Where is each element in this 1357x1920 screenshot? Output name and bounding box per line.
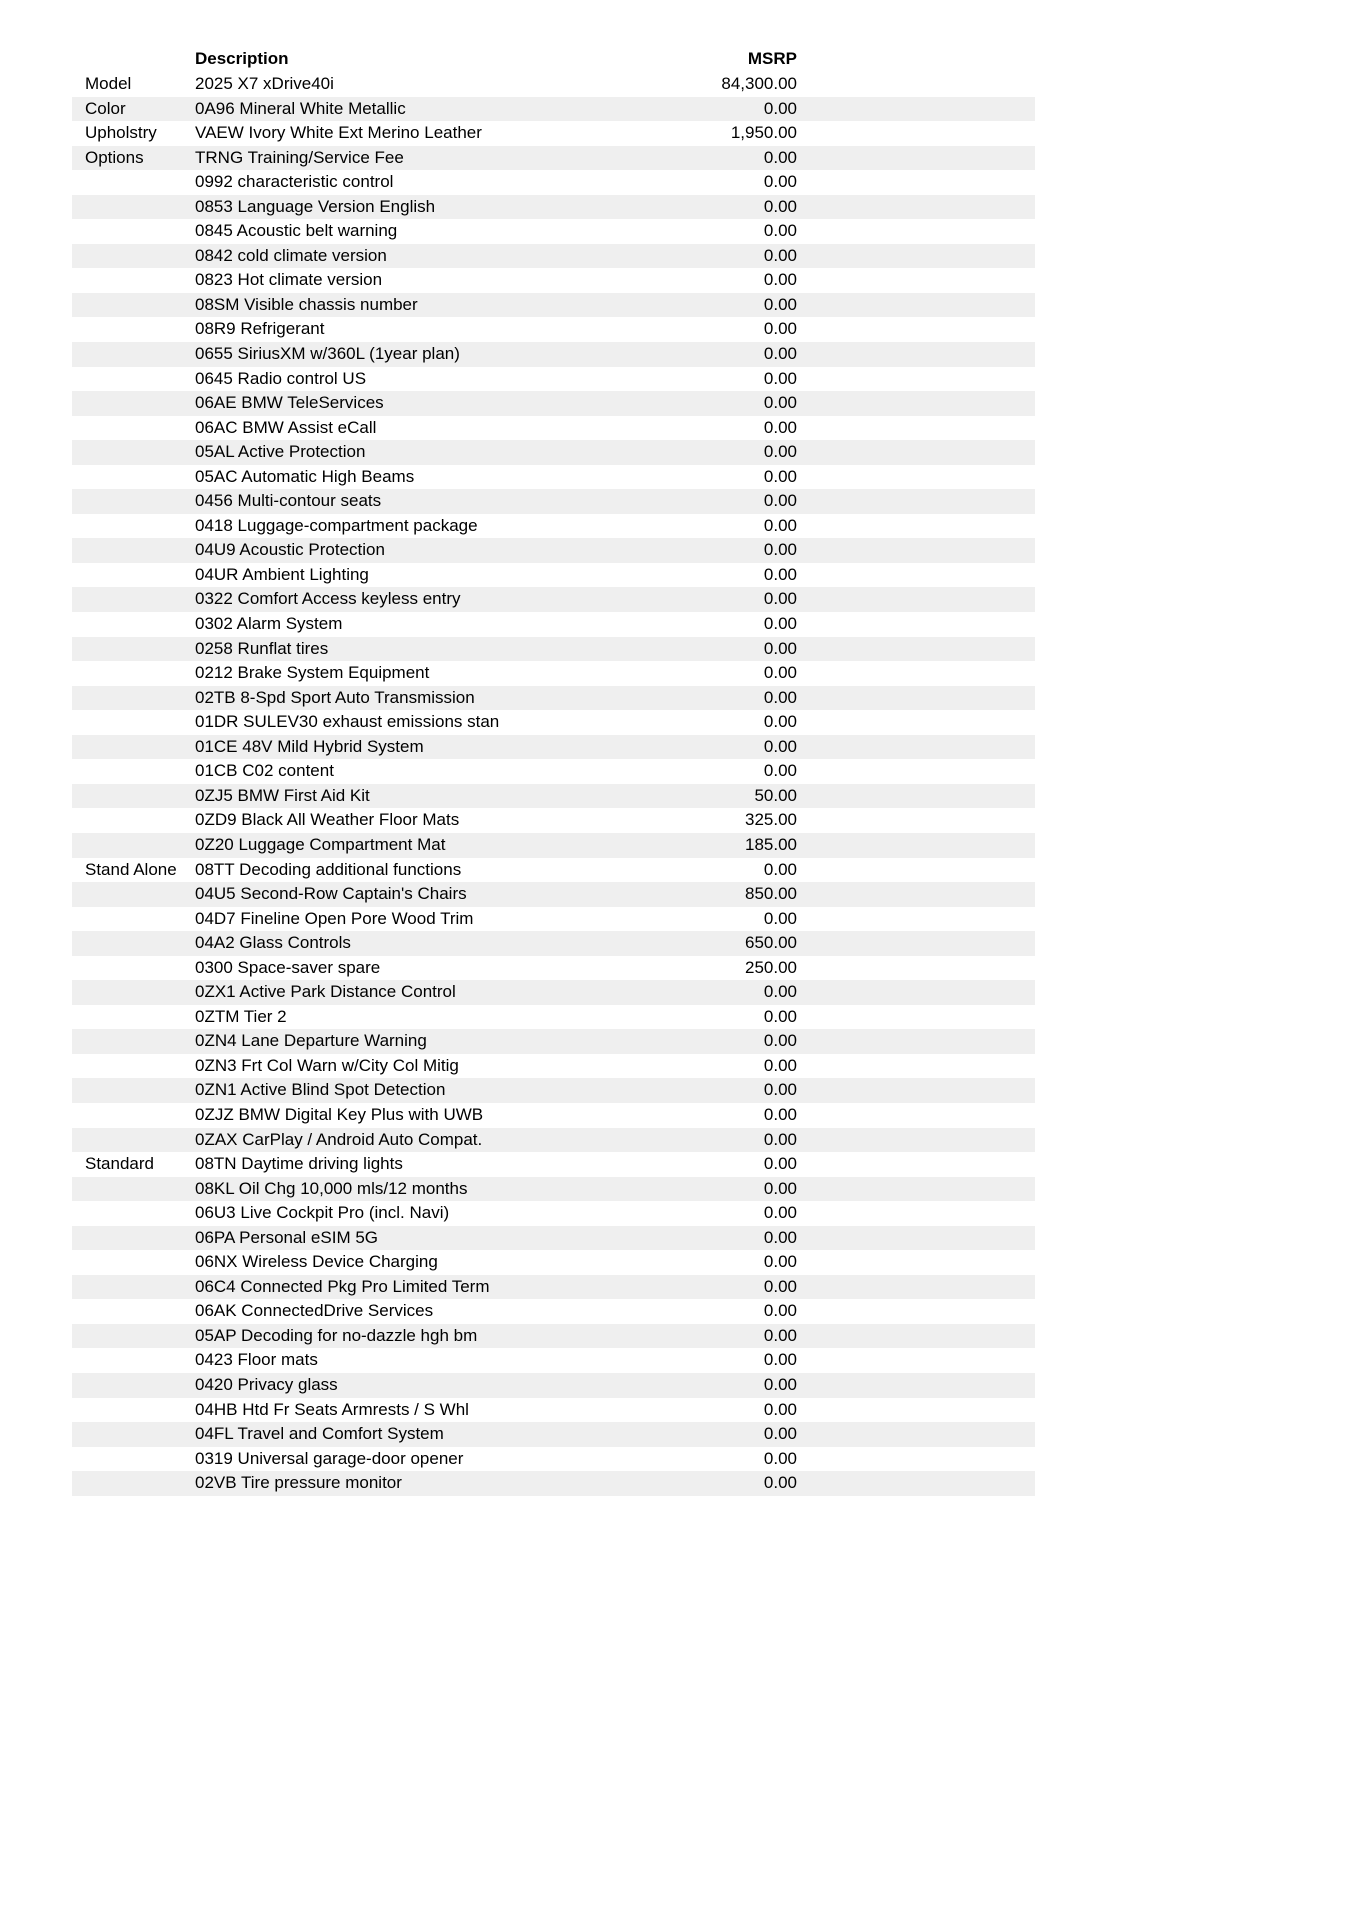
row-msrp: 1,950.00 <box>730 123 797 143</box>
row-msrp: 0.00 <box>763 294 797 314</box>
row-filler <box>797 317 1035 342</box>
row-description: 0645 Radio control US <box>195 368 367 388</box>
row-category <box>72 465 195 490</box>
row-category <box>72 195 195 220</box>
row-filler <box>797 784 1035 809</box>
row-description: 05AL Active Protection <box>195 442 366 462</box>
row-description: 01CB C02 content <box>195 761 334 781</box>
row-category <box>72 489 195 514</box>
row-filler <box>797 391 1035 416</box>
row-filler <box>797 465 1035 490</box>
table-row <box>72 1275 1035 1300</box>
row-category <box>72 1103 195 1128</box>
row-category <box>72 1201 195 1226</box>
row-filler <box>797 833 1035 858</box>
row-filler <box>797 1398 1035 1423</box>
table-row <box>72 391 1035 416</box>
row-filler <box>797 1422 1035 1447</box>
row-category <box>72 1422 195 1447</box>
row-filler <box>797 1029 1035 1054</box>
row-filler <box>797 907 1035 932</box>
row-msrp: 0.00 <box>763 319 797 339</box>
table-row <box>72 858 1035 883</box>
row-description: 0319 Universal garage-door opener <box>195 1448 464 1468</box>
row-msrp: 0.00 <box>763 540 797 560</box>
row-category <box>72 268 195 293</box>
row-msrp: 0.00 <box>763 687 797 707</box>
row-msrp: 0.00 <box>763 908 797 928</box>
table-row <box>72 784 1035 809</box>
row-description: 0ZN3 Frt Col Warn w/City Col Mitig <box>195 1055 459 1075</box>
row-msrp: 0.00 <box>763 1325 797 1345</box>
row-msrp: 0.00 <box>763 736 797 756</box>
row-msrp: 0.00 <box>763 638 797 658</box>
row-msrp: 0.00 <box>763 1252 797 1272</box>
row-description: 04FL Travel and Comfort System <box>195 1424 444 1444</box>
table-row <box>72 97 1035 122</box>
pricing-table <box>72 46 1035 1496</box>
table-row <box>72 489 1035 514</box>
table-row <box>72 637 1035 662</box>
table-row <box>72 268 1035 293</box>
header-category <box>72 46 195 72</box>
row-description: 04U9 Acoustic Protection <box>195 540 385 560</box>
table-row <box>72 980 1035 1005</box>
row-description: 0258 Runflat tires <box>195 638 329 658</box>
row-msrp: 84,300.00 <box>721 74 797 93</box>
row-category: Standard <box>85 1154 154 1174</box>
row-category <box>72 735 195 760</box>
row-filler <box>797 735 1035 760</box>
row-msrp: 0.00 <box>763 1104 797 1124</box>
row-category <box>72 833 195 858</box>
row-category <box>72 784 195 809</box>
row-msrp: 0.00 <box>763 1055 797 1075</box>
row-description: 0A96 Mineral White Metallic <box>195 98 406 118</box>
row-filler <box>797 538 1035 563</box>
table-row <box>72 367 1035 392</box>
row-description: 0845 Acoustic belt warning <box>195 221 398 241</box>
row-msrp: 0.00 <box>763 1399 797 1419</box>
row-description: 06U3 Live Cockpit Pro (incl. Navi) <box>195 1203 450 1223</box>
table-row <box>72 1299 1035 1324</box>
row-description: VAEW Ivory White Ext Merino Leather <box>195 123 482 143</box>
row-msrp: 0.00 <box>763 270 797 290</box>
row-category: Upholstry <box>85 123 157 143</box>
row-category <box>72 686 195 711</box>
row-category <box>72 342 195 367</box>
row-description: 0853 Language Version English <box>195 196 436 216</box>
row-category <box>72 317 195 342</box>
row-filler <box>797 268 1035 293</box>
table-row <box>72 465 1035 490</box>
row-category <box>72 637 195 662</box>
row-category <box>72 882 195 907</box>
row-msrp: 0.00 <box>763 196 797 216</box>
row-category <box>72 563 195 588</box>
row-description: 05AP Decoding for no-dazzle hgh bm <box>195 1325 478 1345</box>
row-filler <box>797 416 1035 441</box>
row-filler <box>797 1078 1035 1103</box>
table-row <box>72 563 1035 588</box>
table-row <box>72 956 1035 981</box>
row-category <box>72 1078 195 1103</box>
row-category <box>72 416 195 441</box>
row-msrp: 0.00 <box>763 1178 797 1198</box>
row-description: 04UR Ambient Lighting <box>195 564 369 584</box>
table-row <box>72 612 1035 637</box>
row-category <box>72 661 195 686</box>
row-filler <box>797 72 1035 97</box>
row-description: 0823 Hot climate version <box>195 270 383 290</box>
row-filler <box>797 195 1035 220</box>
row-filler <box>797 1005 1035 1030</box>
row-category <box>72 1177 195 1202</box>
row-description: 0322 Comfort Access keyless entry <box>195 589 461 609</box>
header-description: Description <box>195 49 289 68</box>
row-description: 06AE BMW TeleServices <box>195 393 384 413</box>
row-category <box>72 1128 195 1153</box>
row-filler <box>797 1471 1035 1496</box>
row-description: 0Z20 Luggage Compartment Mat <box>195 834 446 854</box>
table-row <box>72 195 1035 220</box>
row-filler <box>797 1103 1035 1128</box>
row-filler <box>797 367 1035 392</box>
row-msrp: 0.00 <box>763 344 797 364</box>
row-description: 0ZJZ BMW Digital Key Plus with UWB <box>195 1104 484 1124</box>
row-msrp: 325.00 <box>745 810 797 830</box>
table-row <box>72 882 1035 907</box>
row-category <box>72 1275 195 1300</box>
row-category <box>72 1324 195 1349</box>
row-category <box>72 980 195 1005</box>
row-description: 0ZD9 Black All Weather Floor Mats <box>195 810 460 830</box>
row-category <box>72 514 195 539</box>
row-category <box>72 1226 195 1251</box>
row-msrp: 0.00 <box>763 491 797 511</box>
row-msrp: 0.00 <box>763 589 797 609</box>
table-row <box>72 1152 1035 1177</box>
row-filler <box>797 244 1035 269</box>
row-category <box>72 391 195 416</box>
row-msrp: 0.00 <box>763 614 797 634</box>
row-description: 04U5 Second-Row Captain's Chairs <box>195 884 467 904</box>
row-category <box>72 1299 195 1324</box>
row-category <box>72 1348 195 1373</box>
table-row <box>72 931 1035 956</box>
row-filler <box>797 686 1035 711</box>
table-row <box>72 1103 1035 1128</box>
table-row <box>72 1005 1035 1030</box>
row-category <box>72 1398 195 1423</box>
row-filler <box>797 563 1035 588</box>
row-category <box>72 1471 195 1496</box>
row-msrp: 0.00 <box>763 1031 797 1051</box>
row-msrp: 850.00 <box>745 884 797 904</box>
row-msrp: 0.00 <box>763 1154 797 1174</box>
row-category <box>72 710 195 735</box>
table-row <box>72 1029 1035 1054</box>
row-filler <box>797 219 1035 244</box>
row-filler <box>797 1324 1035 1349</box>
row-filler <box>797 1128 1035 1153</box>
table-header <box>72 46 1035 72</box>
row-description: 05AC Automatic High Beams <box>195 466 415 486</box>
row-msrp: 0.00 <box>763 1473 797 1493</box>
row-filler <box>797 882 1035 907</box>
row-filler <box>797 440 1035 465</box>
row-category <box>72 1005 195 1030</box>
row-msrp: 0.00 <box>763 1424 797 1444</box>
row-msrp: 0.00 <box>763 147 797 167</box>
row-description: 0212 Brake System Equipment <box>195 663 430 683</box>
table-row <box>72 219 1035 244</box>
row-category: Model <box>85 74 132 93</box>
row-description: 0ZN1 Active Blind Spot Detection <box>195 1080 446 1100</box>
table-row <box>72 1422 1035 1447</box>
row-category <box>72 1373 195 1398</box>
row-msrp: 185.00 <box>745 834 797 854</box>
table-row <box>72 538 1035 563</box>
row-filler <box>797 1201 1035 1226</box>
row-filler <box>797 710 1035 735</box>
row-category <box>72 587 195 612</box>
row-category <box>72 170 195 195</box>
row-description: 0300 Space-saver spare <box>195 957 381 977</box>
row-filler <box>797 146 1035 171</box>
row-description: TRNG Training/Service Fee <box>195 147 404 167</box>
row-description: 01CE 48V Mild Hybrid System <box>195 736 424 756</box>
row-filler <box>797 1348 1035 1373</box>
row-description: 0420 Privacy glass <box>195 1374 338 1394</box>
row-filler <box>797 637 1035 662</box>
row-msrp: 0.00 <box>763 1129 797 1149</box>
table-body <box>72 72 1035 1496</box>
row-msrp: 0.00 <box>763 712 797 732</box>
table-row <box>72 293 1035 318</box>
row-filler <box>797 1177 1035 1202</box>
row-msrp: 0.00 <box>763 1006 797 1026</box>
table-row <box>72 1078 1035 1103</box>
row-msrp: 0.00 <box>763 1301 797 1321</box>
row-filler <box>797 1299 1035 1324</box>
row-filler <box>797 931 1035 956</box>
row-description: 06PA Personal eSIM 5G <box>195 1227 379 1247</box>
row-msrp: 0.00 <box>763 98 797 118</box>
table-row <box>72 661 1035 686</box>
table-row <box>72 1250 1035 1275</box>
row-filler <box>797 661 1035 686</box>
row-msrp: 0.00 <box>763 1276 797 1296</box>
row-description: 01DR SULEV30 exhaust emissions stan <box>195 712 500 732</box>
table-row <box>72 1201 1035 1226</box>
table-row <box>72 808 1035 833</box>
row-msrp: 250.00 <box>745 957 797 977</box>
row-description: 0456 Multi-contour seats <box>195 491 382 511</box>
row-msrp: 0.00 <box>763 466 797 486</box>
row-filler <box>797 759 1035 784</box>
row-msrp: 0.00 <box>763 515 797 535</box>
row-description: 08TN Daytime driving lights <box>195 1154 403 1174</box>
row-filler <box>797 97 1035 122</box>
row-filler <box>797 489 1035 514</box>
row-msrp: 0.00 <box>763 442 797 462</box>
row-filler <box>797 170 1035 195</box>
table-row <box>72 342 1035 367</box>
row-description: 0423 Floor mats <box>195 1350 318 1370</box>
table-row <box>72 710 1035 735</box>
row-msrp: 0.00 <box>763 663 797 683</box>
row-description: 08KL Oil Chg 10,000 mls/12 months <box>195 1178 468 1198</box>
table-row <box>72 146 1035 171</box>
table-row <box>72 735 1035 760</box>
row-filler <box>797 1054 1035 1079</box>
row-filler <box>797 612 1035 637</box>
row-msrp: 650.00 <box>745 933 797 953</box>
row-filler <box>797 808 1035 833</box>
row-category <box>72 612 195 637</box>
row-msrp: 0.00 <box>763 1227 797 1247</box>
row-msrp: 0.00 <box>763 368 797 388</box>
row-filler <box>797 1152 1035 1177</box>
row-description: 0418 Luggage-compartment package <box>195 515 478 535</box>
table-row <box>72 514 1035 539</box>
row-msrp: 0.00 <box>763 1350 797 1370</box>
row-msrp: 0.00 <box>763 417 797 437</box>
row-msrp: 0.00 <box>763 245 797 265</box>
row-filler <box>797 956 1035 981</box>
row-category <box>72 538 195 563</box>
row-filler <box>797 342 1035 367</box>
row-category: Stand Alone <box>85 859 177 879</box>
row-category <box>72 1447 195 1472</box>
row-filler <box>797 1373 1035 1398</box>
row-category <box>72 244 195 269</box>
row-description: 0ZAX CarPlay / Android Auto Compat. <box>195 1129 483 1149</box>
row-category: Options <box>85 147 144 167</box>
table-row <box>72 416 1035 441</box>
table-row <box>72 1054 1035 1079</box>
table-row <box>72 440 1035 465</box>
row-category <box>72 219 195 244</box>
table-row <box>72 1398 1035 1423</box>
row-filler <box>797 1447 1035 1472</box>
row-category <box>72 1054 195 1079</box>
row-description: 0ZX1 Active Park Distance Control <box>195 982 456 1002</box>
table-row <box>72 1128 1035 1153</box>
row-description: 04HB Htd Fr Seats Armrests / S Whl <box>195 1399 469 1419</box>
table-row <box>72 1373 1035 1398</box>
row-filler <box>797 980 1035 1005</box>
table-row <box>72 170 1035 195</box>
row-category <box>72 907 195 932</box>
row-category <box>72 759 195 784</box>
table-row <box>72 1177 1035 1202</box>
row-msrp: 0.00 <box>763 564 797 584</box>
row-category <box>72 1250 195 1275</box>
row-filler <box>797 1275 1035 1300</box>
row-category <box>72 1029 195 1054</box>
row-category <box>72 931 195 956</box>
row-description: 02VB Tire pressure monitor <box>195 1473 402 1493</box>
row-filler <box>797 1226 1035 1251</box>
row-filler <box>797 121 1035 146</box>
row-category <box>72 808 195 833</box>
row-filler <box>797 514 1035 539</box>
row-msrp: 50.00 <box>754 785 797 805</box>
row-msrp: 0.00 <box>763 1448 797 1468</box>
row-msrp: 0.00 <box>763 172 797 192</box>
row-description: 06NX Wireless Device Charging <box>195 1252 438 1272</box>
row-description: 08SM Visible chassis number <box>195 294 418 314</box>
row-msrp: 0.00 <box>763 859 797 879</box>
row-filler <box>797 1250 1035 1275</box>
row-category <box>72 440 195 465</box>
row-msrp: 0.00 <box>763 1374 797 1394</box>
header-filler <box>797 46 1035 72</box>
row-description: 0992 characteristic control <box>195 172 394 192</box>
row-msrp: 0.00 <box>763 761 797 781</box>
row-msrp: 0.00 <box>763 393 797 413</box>
header-msrp: MSRP <box>747 49 797 68</box>
row-category: Color <box>85 98 126 118</box>
row-category <box>72 293 195 318</box>
row-filler <box>797 587 1035 612</box>
table-row <box>72 1324 1035 1349</box>
table-row <box>72 833 1035 858</box>
row-category <box>72 367 195 392</box>
table-row <box>72 907 1035 932</box>
row-msrp: 0.00 <box>763 1080 797 1100</box>
table-row <box>72 121 1035 146</box>
row-description: 06C4 Connected Pkg Pro Limited Term <box>195 1276 490 1296</box>
row-description: 02TB 8-Spd Sport Auto Transmission <box>195 687 475 707</box>
table-row <box>72 244 1035 269</box>
row-description: 04A2 Glass Controls <box>195 933 351 953</box>
table-row <box>72 587 1035 612</box>
row-description: 0ZJ5 BMW First Aid Kit <box>195 785 370 805</box>
row-filler <box>797 293 1035 318</box>
table-row <box>72 686 1035 711</box>
row-description: 0302 Alarm System <box>195 614 343 634</box>
row-description: 0ZTM Tier 2 <box>195 1006 287 1026</box>
row-description: 04D7 Fineline Open Pore Wood Trim <box>195 908 474 928</box>
row-msrp: 0.00 <box>763 982 797 1002</box>
row-description: 08TT Decoding additional functions <box>195 859 462 879</box>
row-description: 2025 X7 xDrive40i <box>195 74 334 93</box>
table-row <box>72 317 1035 342</box>
row-description: 0842 cold climate version <box>195 245 387 265</box>
table-row <box>72 1348 1035 1373</box>
row-msrp: 0.00 <box>763 221 797 241</box>
table-row <box>72 759 1035 784</box>
row-description: 06AK ConnectedDrive Services <box>195 1301 434 1321</box>
row-description: 0655 SiriusXM w/360L (1year plan) <box>195 344 460 364</box>
table-row <box>72 1447 1035 1472</box>
table-row <box>72 1471 1035 1496</box>
row-category <box>72 956 195 981</box>
row-msrp: 0.00 <box>763 1203 797 1223</box>
row-filler <box>797 858 1035 883</box>
table-row <box>72 1226 1035 1251</box>
row-description: 0ZN4 Lane Departure Warning <box>195 1031 427 1051</box>
row-description: 08R9 Refrigerant <box>195 319 325 339</box>
table-row <box>72 72 1035 97</box>
row-description: 06AC BMW Assist eCall <box>195 417 377 437</box>
